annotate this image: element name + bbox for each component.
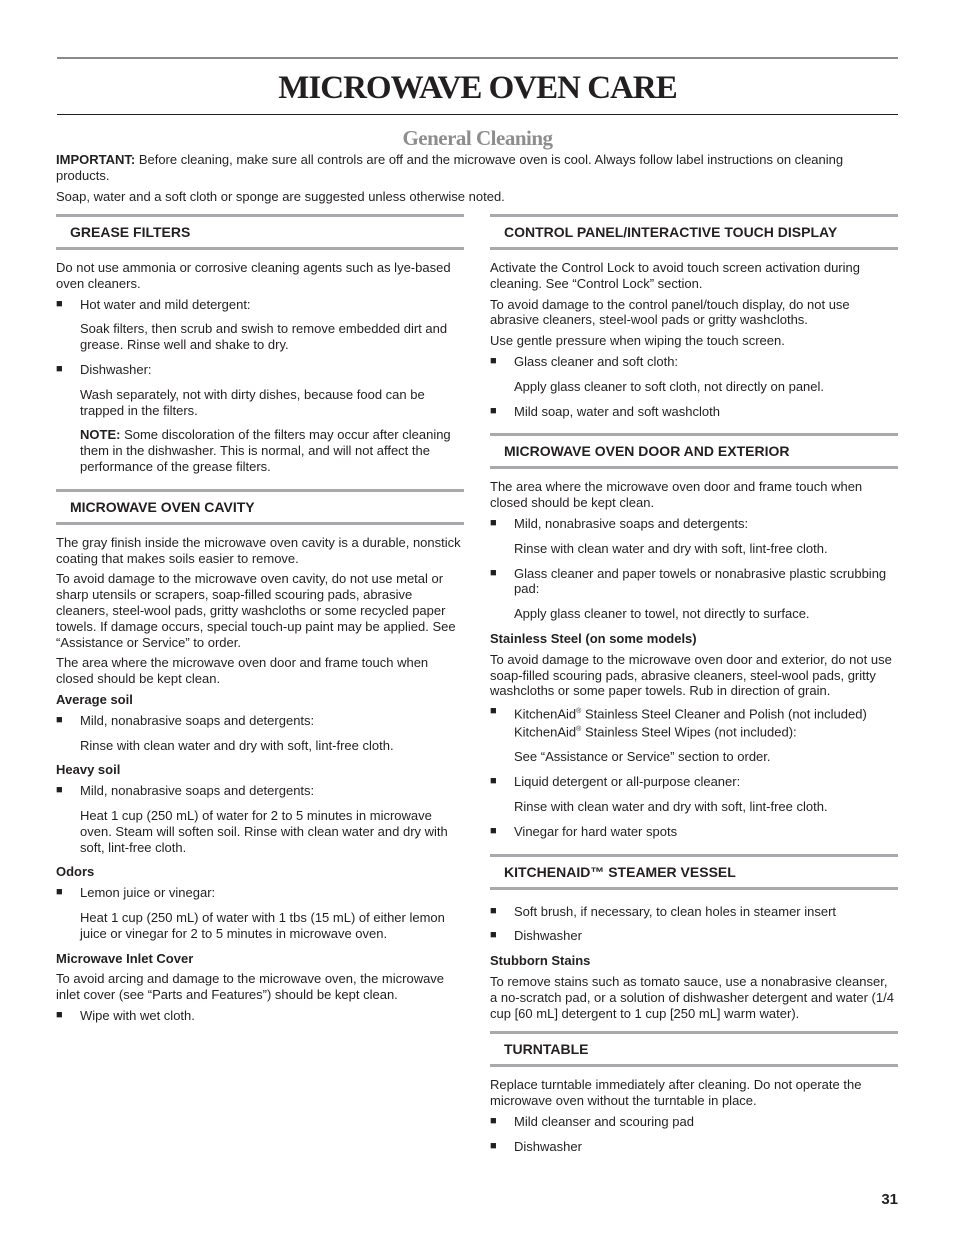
soap-note: Soap, water and a soft cloth or sponge are suggested unless otherwise noted. [56, 188, 505, 204]
section-heading: TURNTABLE [490, 1031, 898, 1067]
title-rule [57, 114, 898, 115]
page-number: 31 [881, 1191, 898, 1208]
indented-text: Rinse with clean water and dry with soft, lint-free cloth. [514, 798, 828, 814]
bullet-text: Glass cleaner and paper towels or nonabrasive plastic scrubbing pad: [514, 565, 887, 597]
bullet-item [490, 904, 898, 920]
bullet-item [490, 928, 898, 944]
bullet-text: Hot water and mild detergent: [80, 296, 251, 312]
bullet-icon: ■ [490, 516, 497, 529]
note-label: NOTE: [80, 427, 121, 443]
bullet-text: Lemon juice or vinegar: [80, 885, 216, 901]
note [80, 427, 464, 474]
indented-text: Wash separately, not with dirty dishes, because food can be trapped in the filters. [80, 386, 425, 418]
bullet-icon: ■ [490, 1114, 497, 1127]
bullet-text: Liquid detergent or all-purpose cleaner: [514, 774, 741, 790]
bullet-icon: ■ [490, 354, 497, 367]
bullet-icon: ■ [56, 362, 63, 375]
subheading: Microwave Inlet Cover [56, 950, 194, 966]
paragraph: To avoid damage to the microwave oven cavity, do not use metal or sharp utensils or scrapers, soap-filled scouring pads, abrasive cleaners, steel-wool pads, gritty washcloths or some recycled paper towels. If damage occurs, special touch-up paint may be applied. See “Assistance or Service” to order. [56, 571, 456, 650]
paragraph: The gray finish inside the microwave oven cavity is a durable, nonstick coating that makes soils easier to remove. [56, 534, 461, 566]
bullet-item [490, 1139, 898, 1155]
bullet-icon: ■ [56, 297, 63, 310]
bullet-item [56, 885, 464, 901]
paragraph: Replace turntable immediately after cleaning. Do not operate the microwave oven without the turntable in place. [490, 1077, 862, 1109]
bullet-icon: ■ [490, 1139, 497, 1152]
registered-mark: ® [576, 708, 582, 716]
paragraph: To avoid damage to the microwave oven door and exterior, do not use soap-filled scouring pads, abrasive cleaners, steel-wool pads, gritty washcloths or some paper towels. Rub in direction of grain. [490, 651, 892, 699]
bullet-text: Dishwasher: [80, 361, 152, 377]
section-steamer-vessel [490, 854, 898, 1022]
paragraph: The area where the microwave oven door and frame touch when closed should be kept clean. [56, 655, 429, 687]
page-subtitle: General Cleaning [402, 126, 553, 150]
indented-text: Rinse with clean water and dry with soft, lint-free cloth. [80, 737, 394, 753]
bullet-text: Dishwasher [514, 928, 582, 944]
subheading: Heavy soil [56, 762, 121, 778]
note-text: Some discoloration of the filters may occur after cleaning them in the dishwasher. This is normal, and will not affect the performance of the grease filters. [80, 427, 451, 474]
bullet-item [490, 566, 898, 598]
paragraph: Activate the Control Lock to avoid touch screen activation during cleaning. See “Control Lock” section. [490, 260, 860, 291]
bullet-item [490, 516, 898, 532]
indented-text: Rinse with clean water and dry with soft, lint-free cloth. [514, 540, 828, 556]
important-notice [56, 152, 898, 184]
section-heading: MICROWAVE OVEN CAVITY [56, 489, 464, 525]
bullet-item [56, 362, 464, 378]
paragraph: To avoid arcing and damage to the microwave oven, the microwave inlet cover (see “Parts and Features”) should be kept clean. [56, 971, 445, 1003]
brand-name: KitchenAid [514, 706, 577, 722]
right-column [490, 214, 898, 1164]
indented-text: Apply glass cleaner to towel, not directly to surface. [514, 606, 810, 622]
paragraph: The area where the microwave oven door and frame touch when closed should be kept clean. [490, 479, 863, 511]
important-text: Before cleaning, make sure all controls are off and the microwave oven is cool. Always follow label instructions on cleaning products. [56, 152, 844, 183]
section-door-exterior [490, 433, 898, 839]
page-title: MICROWAVE OVEN CARE [278, 70, 677, 106]
brand-name: KitchenAid [514, 724, 577, 740]
paragraph: Do not use ammonia or corrosive cleaning agents such as lye-based oven cleaners. [56, 260, 451, 291]
top-rule [57, 57, 898, 59]
bullet-icon: ■ [490, 566, 497, 579]
bullet-text: Mild, nonabrasive soaps and detergents: [80, 783, 315, 799]
section-heading: MICROWAVE OVEN DOOR AND EXTERIOR [490, 433, 898, 469]
left-column [56, 214, 464, 1033]
intro [56, 152, 898, 209]
indented-text: Soak filters, then scrub and swish to remove embedded dirt and grease. Rinse well and shake to dry. [80, 321, 448, 353]
bullet-item [56, 297, 464, 313]
bullet-text: Wipe with wet cloth. [80, 1007, 195, 1023]
subheading: Odors [56, 864, 95, 880]
bullet-item [490, 824, 898, 840]
bullet-text: Mild, nonabrasive soaps and detergents: [514, 515, 749, 531]
bullet-text: Mild cleanser and scouring pad [514, 1113, 694, 1129]
bullet-icon: ■ [490, 904, 497, 917]
paragraph: Use gentle pressure when wiping the touch screen. [490, 333, 785, 349]
section-oven-cavity [56, 489, 464, 1024]
bullet-icon: ■ [490, 705, 497, 718]
bullet-icon: ■ [56, 713, 63, 726]
bullet-item [56, 783, 464, 799]
bullet-icon: ■ [490, 775, 497, 788]
section-grease-filters [56, 214, 464, 475]
bullet-item [56, 1008, 464, 1024]
bullet-text: Mild soap, water and soft washcloth [514, 403, 720, 419]
bullet-item [490, 354, 898, 370]
section-turntable [490, 1031, 898, 1154]
bullet-icon: ■ [56, 1008, 63, 1021]
paragraph: To remove stains such as tomato sauce, use a nonabrasive cleanser, a no-scratch pad, or a solution of dishwasher detergent and water (1/4 cup [60 mL] detergent to 1 cup [250 mL] warm water). [490, 973, 894, 1021]
section-heading: CONTROL PANEL/INTERACTIVE TOUCH DISPLAY [490, 214, 898, 250]
bullet-icon: ■ [56, 784, 63, 797]
bullet-icon: ■ [490, 929, 497, 942]
bullet-item [490, 404, 898, 420]
paragraph: To avoid damage to the control panel/touch display, do not use abrasive cleaners, steel-wool pads or gritty washcloths. [490, 296, 850, 328]
bullet-text: Vinegar for hard water spots [514, 823, 678, 839]
subheading: Stainless Steel (on some models) [490, 630, 697, 646]
bullet-text: Glass cleaner and soft cloth: [514, 353, 679, 369]
bullet-icon: ■ [56, 886, 63, 899]
important-label: IMPORTANT: [56, 152, 136, 167]
indented-text: Apply glass cleaner to soft cloth, not directly on panel. [514, 378, 825, 394]
bullet-icon: ■ [490, 404, 497, 417]
bullet-item [56, 713, 464, 729]
bullet-item [490, 704, 898, 740]
indented-text: Heat 1 cup (250 mL) of water with 1 tbs (15 mL) of either lemon juice or vinegar for 2 to 5 minutes in microwave oven. [80, 909, 445, 941]
bullet-text: Soft brush, if necessary, to clean holes in steamer insert [514, 903, 837, 919]
bullet-text: Dishwasher [514, 1138, 582, 1154]
subheading: Average soil [56, 691, 133, 707]
section-heading: KITCHENAID™ STEAMER VESSEL [490, 854, 898, 890]
bullet-text [514, 704, 867, 740]
product-text: Stainless Steel Cleaner and Polish (not included) [581, 706, 867, 722]
bullet-text: Mild, nonabrasive soaps and detergents: [80, 712, 315, 728]
section-heading: GREASE FILTERS [56, 214, 464, 250]
indented-text: See “Assistance or Service” section to order. [514, 749, 771, 765]
registered-mark: ® [576, 726, 582, 734]
bullet-icon: ■ [490, 824, 497, 837]
section-control-panel [490, 214, 898, 419]
bullet-item [490, 774, 898, 790]
product-text: Stainless Steel Wipes (not included): [581, 724, 797, 740]
bullet-item [490, 1114, 898, 1130]
subheading: Stubborn Stains [490, 953, 591, 969]
indented-text: Heat 1 cup (250 mL) of water for 2 to 5 minutes in microwave oven. Steam will soften soil. Rinse with clean water and dry with soft, lint-free cloth. [80, 807, 448, 855]
